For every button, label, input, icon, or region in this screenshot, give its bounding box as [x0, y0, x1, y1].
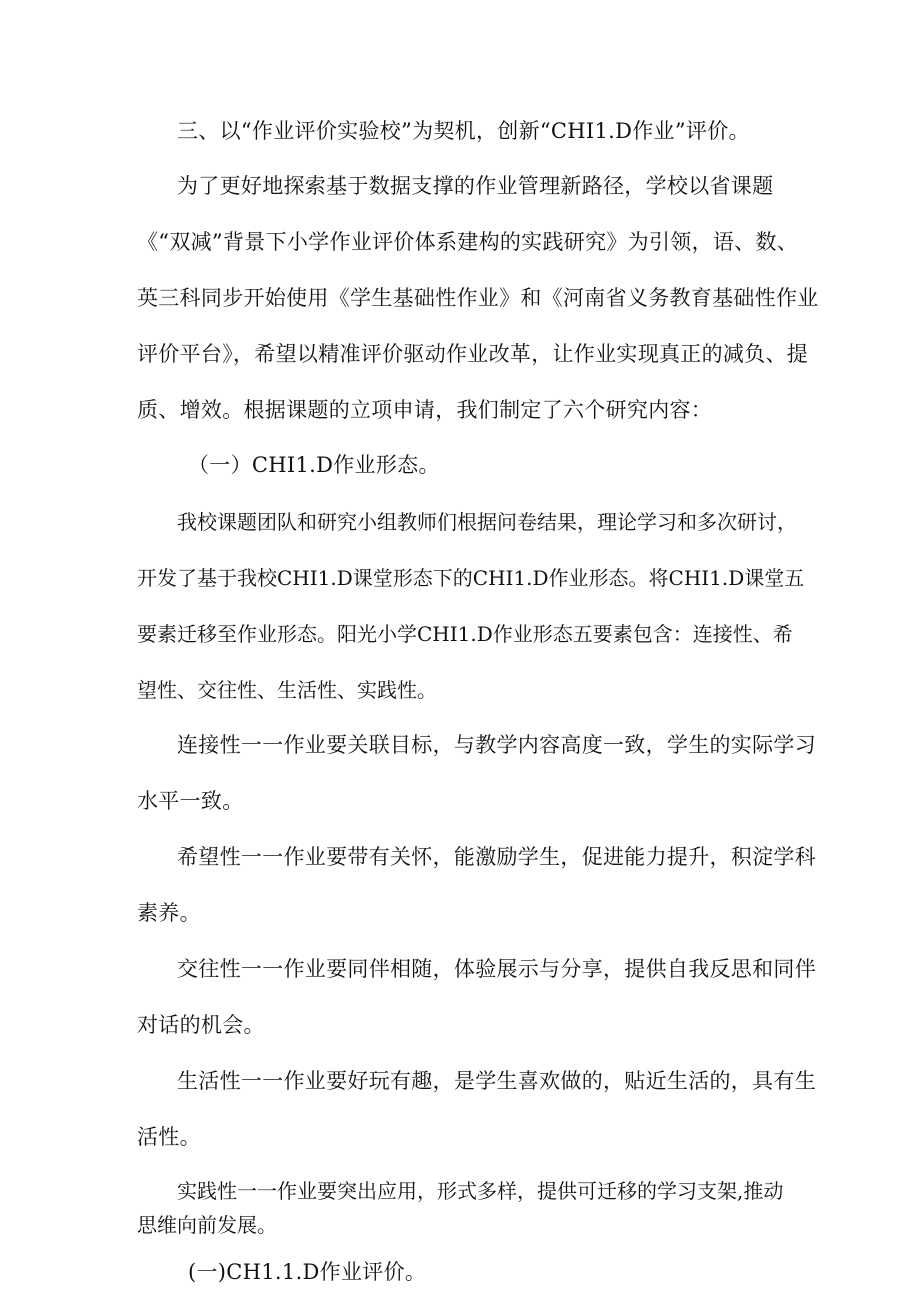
- life-line-1: 生活性一一作业要好玩有趣，是学生喜欢做的，贴近生活的，具有生: [177, 1069, 816, 1093]
- intro-line-3: 英三科同步开始使用《学生基础性作业》和《河南省义务教育基础性作业: [137, 286, 819, 310]
- interact-line-1: 交往性一一作业要同伴相随，体验展示与分享，提供自我反思和同伴: [177, 957, 816, 981]
- hope-line-2: 素养。: [137, 901, 201, 925]
- form-line-1: 我校课题团队和研究小组教师们根据问卷结果，理论学习和多次研讨，: [177, 510, 797, 534]
- interact-line-2: 对话的机会。: [137, 1013, 265, 1037]
- form-line-2: 开发了基于我校CHI1.D课堂形态下的CHI1.D作业形态。将CHI1.D课堂五: [137, 566, 805, 590]
- life-line-2: 活性。: [137, 1125, 201, 1149]
- form-line-3: 要素迁移至作业形态。阳光小学CHI1.D作业形态五要素包含：连接性、希: [137, 622, 793, 646]
- intro-line-5: 质、增效。根据课题的立项申请，我们制定了六个研究内容：: [137, 398, 713, 422]
- intro-line-2: 《“双减”背景下小学作业评价体系建构的实践研究》为引领，语、数、: [137, 230, 799, 254]
- intro-line-4: 评价平台》，希望以精准评价驱动作业改革，让作业实现真正的减负、提: [137, 342, 809, 366]
- intro-line-1: 为了更好地探索基于数据支撑的作业管理新路径，学校以省课题: [177, 174, 774, 198]
- hope-line-1: 希望性一一作业要带有关怀，能激励学生，促进能力提升，积淀学科: [177, 845, 816, 869]
- connect-line-1: 连接性一一作业要关联目标，与教学内容高度一致，学生的实际学习: [177, 733, 816, 757]
- subsection-heading-evaluation: (一)CH1.1.D作业评价。: [188, 1260, 427, 1284]
- practice-line-2: 思维向前发展。: [137, 1213, 277, 1237]
- section-heading: 三、以“作业评价实验校”为契机，创新“CHI1.D作业”评价。: [177, 119, 750, 143]
- subsection-heading-form: （一）CHI1.D作业形态。: [188, 453, 440, 477]
- practice-line-1: 实践性一一作业要突出应用，形式多样，提供可迁移的学习支架,推动: [177, 1179, 784, 1203]
- form-line-4: 望性、交往性、生活性、实践性。: [137, 678, 437, 702]
- connect-line-2: 水平一致。: [137, 789, 244, 813]
